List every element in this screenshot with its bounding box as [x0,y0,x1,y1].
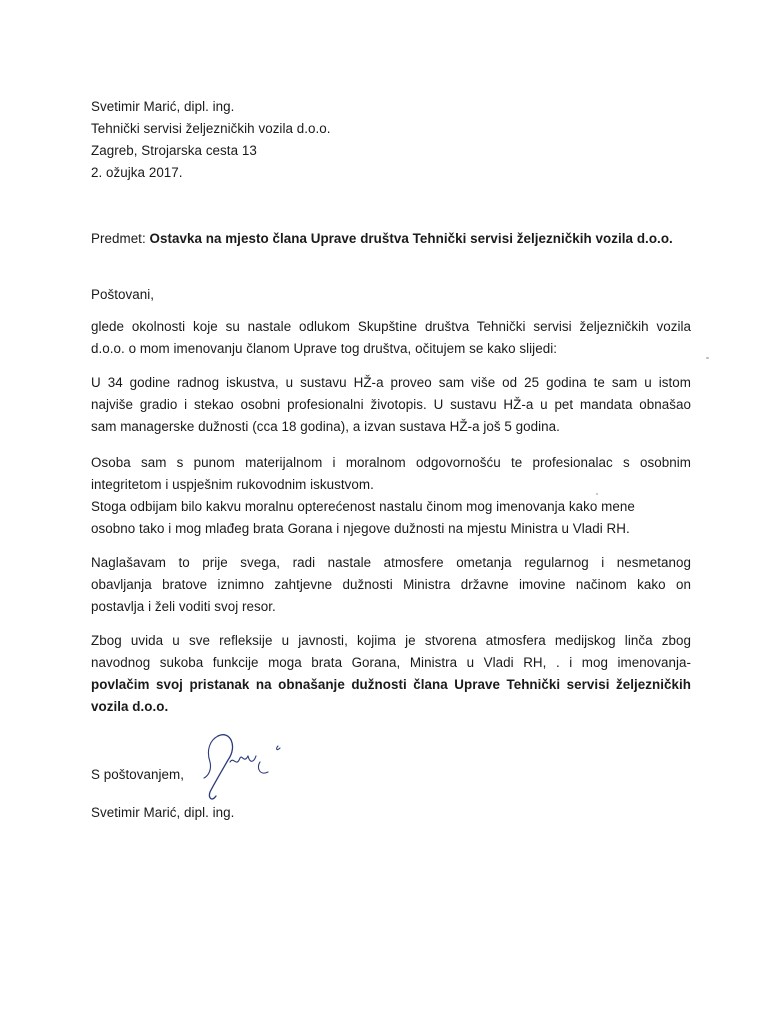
paragraph-5 [91,630,691,718]
salutation [91,284,691,306]
scan-speck [596,493,598,495]
sender-block [91,96,691,184]
salutation-text: Poštovani, [91,287,155,302]
paragraph-line: glede okolnosti koje su nastale odlukom Skupštine društva Tehnički servisi željezničkih vozila [91,319,691,334]
paragraph-2 [91,372,691,438]
sender-name: Svetimir Marić, dipl. ing. [91,99,235,114]
scan-speck [706,357,709,359]
paragraph-line: Stoga odbijam bilo kakvu moralnu opterećenost nastalu činom mog imenovanja kako mene [91,499,635,514]
paragraph-line: Zbog uvida u sve refleksije u javnosti, kojima je stvorena atmosfera medijskog linča zbog [91,633,691,648]
paragraph-line: osobno tako i mog mlađeg brata Gorana i njegove dužnosti na mjestu Ministra u Vladi RH. [91,521,630,536]
paragraph-line: navodnog sukoba funkcije moga brata Gorana, Ministra u Vladi RH, . i mog imenovanja- [91,655,691,670]
signatory [91,802,691,824]
paragraph-line: U 34 godine radnog iskustva, u sustavu HŽ-a proveo sam više od 25 godina te sam u istom [91,375,691,390]
closing-text: S poštovanjem, [91,767,184,782]
paragraph-4 [91,552,691,618]
sender-address: Zagreb, Strojarska cesta 13 [91,143,257,158]
subject-line [91,228,691,250]
sender-company: Tehnički servisi željezničkih vozila d.o.o. [91,121,331,136]
signature-image [190,728,300,808]
paragraph-line: integritetom i uspješnim rukovodnim iskustvom. [91,477,374,492]
paragraph-line: Osoba sam s punom materijalnom i moralnom odgovornošću te profesionalac s osobnim [91,455,691,470]
paragraph-line: Naglašavam to prije svega, radi nastale atmosfere ometanja regularnog i nesmetanog [91,555,691,570]
paragraph-line: sam managerske dužnosti (cca 18 godina), a izvan sustava HŽ-a još 5 godina. [91,419,560,434]
paragraph-line: povlačim svoj pristanak na obnašanje dužnosti člana Uprave Tehnički servisi željezničkih [91,677,691,692]
paragraph-line: vozila d.o.o. [91,699,169,714]
subject-text: Ostavka na mjesto člana Uprave društva Tehnički servisi željezničkih vozila d.o.o. [149,231,673,246]
letter-date: 2. ožujka 2017. [91,165,183,180]
paragraph-line: d.o.o. o mom imenovanju članom Uprave tog društva, očitujem se kako slijedi: [91,341,557,356]
paragraph-line: obavljanja bratove iznimno zahtjevne dužnosti Ministra državne imovine načinom kako on [91,577,691,592]
paragraph-line: najviše gradio i stekao osobni profesionalni životopis. U sustavu HŽ-a u pet mandata obnašao [91,397,691,412]
paragraph-1 [91,316,691,360]
subject-label: Predmet: [91,231,150,246]
signatory-name: Svetimir Marić, dipl. ing. [91,805,235,820]
closing [91,764,691,786]
paragraph-3 [91,452,691,540]
paragraph-line: postavlja i želi voditi svoj resor. [91,599,276,614]
